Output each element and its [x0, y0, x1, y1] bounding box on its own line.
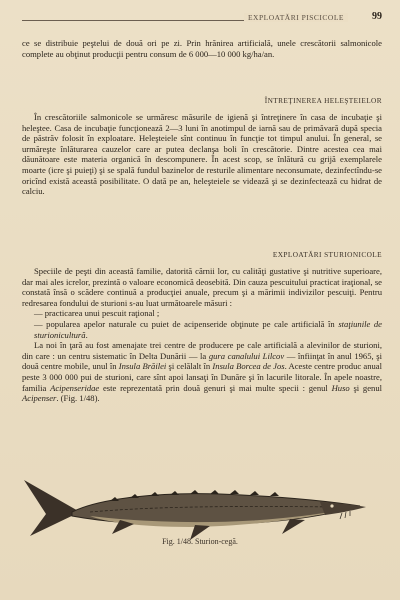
intro-paragraph-block [22, 38, 382, 59]
fish-head [320, 502, 366, 515]
maintenance-paragraph: În crescătoriile salmonicole se urmăresc măsurile de igienă şi întreţinere în casa de incubaţie şi heleştee. Casa de incubaţie funcţionează 2—3 luni în anotimpul de iarnă sau de primăvară după specia de păstrăv folosit în exploatare. Heleşteiele sînt continuu în funcţie tot timpul anului. În general, se urmăreşte înlăturarea cauzelor care ar putea declanşa boli în crescătorie. Dintre acestea cea mai dăunătoare este materia organică în descompunere. În acest scop, se înlătură cu grijă exemplarele moarte (icre şi puieţi) şi se spală fundul bazinelor de resturile alimentare neconsumate, dezinfectîndu-se oricînd există această posibilitate. O dată pe an, heleşteiele se videază şi se dezinfectează cu hidrat de calciu. [22, 112, 382, 197]
fish-eye [330, 504, 333, 507]
sturgeon-paragraph-1: Speciile de peşti din această familie, datorită cărnii lor, cu calităţi gustative şi nutritive superioare, dar mai ales icrelor, prezintă o valoare economică deosebită. Din cauza pescuitului practicat iraţional, se constată însă o scădere continuă a producţiei anuale, precum şi a mărimii indivizilor pescuiţi. Pentru redresarea fondului de sturioni s-au luat următoarele măsuri : [22, 266, 382, 308]
pectoral-fin [282, 519, 305, 534]
section-heading-sturgeon: EXPLOATĂRI STURIONICOLE [272, 250, 382, 259]
intro-paragraph: ce se distribuie peştelui de două ori pe zi. Prin hrănirea artificială, unele crescătorii salmonicole complete au obţinut producţii pentru consum de 6 000—10 000 kg/ha/an. [22, 38, 382, 59]
page-number: 99 [372, 11, 382, 22]
running-head [0, 10, 400, 30]
section-heading-maintenance: ÎNTREŢINEREA HELEŞTEIELOR [264, 96, 382, 105]
measure-item-1: — practicarea unui pescuit raţional ; [34, 308, 160, 319]
figure-caption: Fig. 1/48. Sturion-cegă. [162, 537, 238, 546]
running-head-title: EXPLOATĂRI PISCICOLE [244, 13, 348, 22]
sturgeon-paragraph-3: La noi în ţară au fost amenajate trei centre de producere pe cale artificială a alevinilor de sturioni, din care : un centru sistematic în Delta Dunării — la gura canalului Lilcov — înfiinţat în anul 1965, şi două centre mobile, unul în Insula Brăilei şi celălalt în Insula Borcea de Jos. Aceste centre produc anual peste 3 000 000 pui de sturioni, care sînt apoi lansaţi în Dunăre şi în lacurile litorale. În apele noastre, familia Acipenseridae este reprezentată prin două genuri şi mai multe specii : genul Huso şi genul Acipenser. (Fig. 1/48). [22, 340, 383, 404]
maintenance-paragraph-block [22, 112, 382, 197]
tail-fin [24, 480, 80, 536]
measure-item-2: — popularea apelor naturale cu puiet de acipenseride obţinute pe cale artificială în staţiunile de sturionicultură. [34, 318, 382, 340]
sturgeon-section-block [22, 266, 382, 404]
